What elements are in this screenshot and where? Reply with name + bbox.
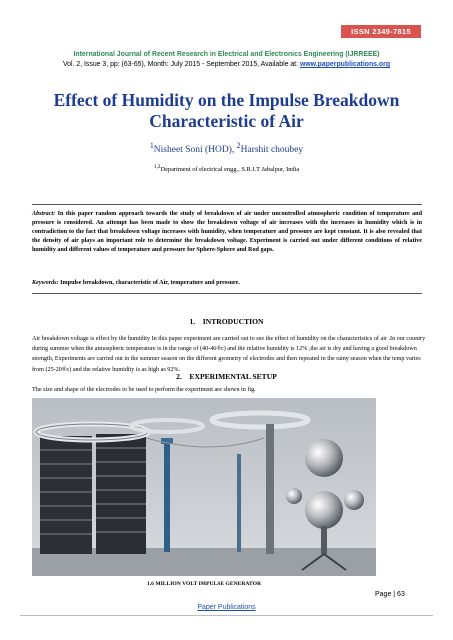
keywords-label: Keywords:: [32, 280, 59, 286]
affiliation: [20, 163, 433, 174]
affiliation-sup: 1,2: [153, 164, 161, 170]
paper-title: [20, 90, 433, 132]
figure-caption: 1.6 MILLION VOLT IMPULSE GENERATOR: [146, 581, 262, 587]
page-number: Page | 63: [375, 591, 405, 598]
abstract-bottom-rule: [32, 293, 422, 294]
volume-text: Vol. 2, Issue 3, pp: (63-65), Month: July 2015 - September 2015, Available at:: [62, 61, 299, 68]
footer-rule: [20, 615, 433, 616]
author2: Harshit choubey: [240, 145, 304, 156]
author2-sup: 2: [236, 141, 241, 150]
title-line-2: Characteristic of Air: [149, 111, 304, 131]
section-heading-experimental-setup: 2. EXPERIMENTAL SETUP: [176, 372, 277, 381]
experimental-setup-text: The size and shape of the electrodes to be used to perform the experiment are shown in fig.: [32, 387, 256, 393]
section-heading-introduction: 1. INTRODUCTION: [189, 317, 264, 326]
journal-volume-line: [20, 60, 433, 70]
abstract-top-rule: [32, 204, 422, 205]
affiliation-text: Department of electrical engg., S.R.I.T Jabalpur, India: [160, 166, 300, 174]
journal-name: International Journal of Recent Research in Electrical and Electronics Engineering (IJRREEE): [73, 51, 380, 58]
publisher-link[interactable]: Paper Publications: [197, 604, 256, 611]
introduction-text: Air breakdown voltage is effect by the humidity In this paper experiment are carried out to see the effect of humidity on the characteristics of air .In our country during summer when the atmospheric temperature is in the range of (40-46®c) and the relative humidity is 12% ,the air is dry and having a good breakdown strength, Experiments are carried out in the summer season on the different geometry of electrodes and then repeated in the rainy season when the temp varies from (25-20®c) and the relative humidity is as high as 92%.: [32, 336, 426, 373]
authors: [20, 140, 433, 156]
impulse-generator-photo: [32, 398, 376, 576]
journal-header: [20, 50, 433, 70]
journal-website-link[interactable]: www.paperpublications.org: [299, 61, 391, 68]
keywords-text: Impulse breakdown, characteristic of Air, temperature and pressure.: [58, 280, 240, 286]
abstract: [32, 210, 422, 255]
title-line-1: Effect of Humidity on the Impulse Breakdown: [53, 90, 400, 110]
author1-sup: 1: [149, 141, 154, 150]
abstract-label: Abstract:: [32, 211, 56, 217]
abstract-text: In this paper random approach towards the study of breakdown of air under uncontrolled atmospheric condition of temperature and pressure is considered. An attempt has been made to show the breakdown voltage of air increases with the increases in humidity which is in contradiction to the fact that breakdown voltage increases with humidity, when temperature and pressure are kept constant. It is also revealed that the density of air plays an important role to determine the breakdown voltage. Experiment is carried out under different conditions of relative humidity and different values of temperature and pressure for Sphere-Sphere and Rod gaps.: [32, 211, 422, 254]
keywords: [32, 279, 422, 288]
issn-badge: ISSN 2349-7815: [341, 25, 421, 38]
author1: Nisheet Soni (HOD),: [153, 145, 237, 156]
